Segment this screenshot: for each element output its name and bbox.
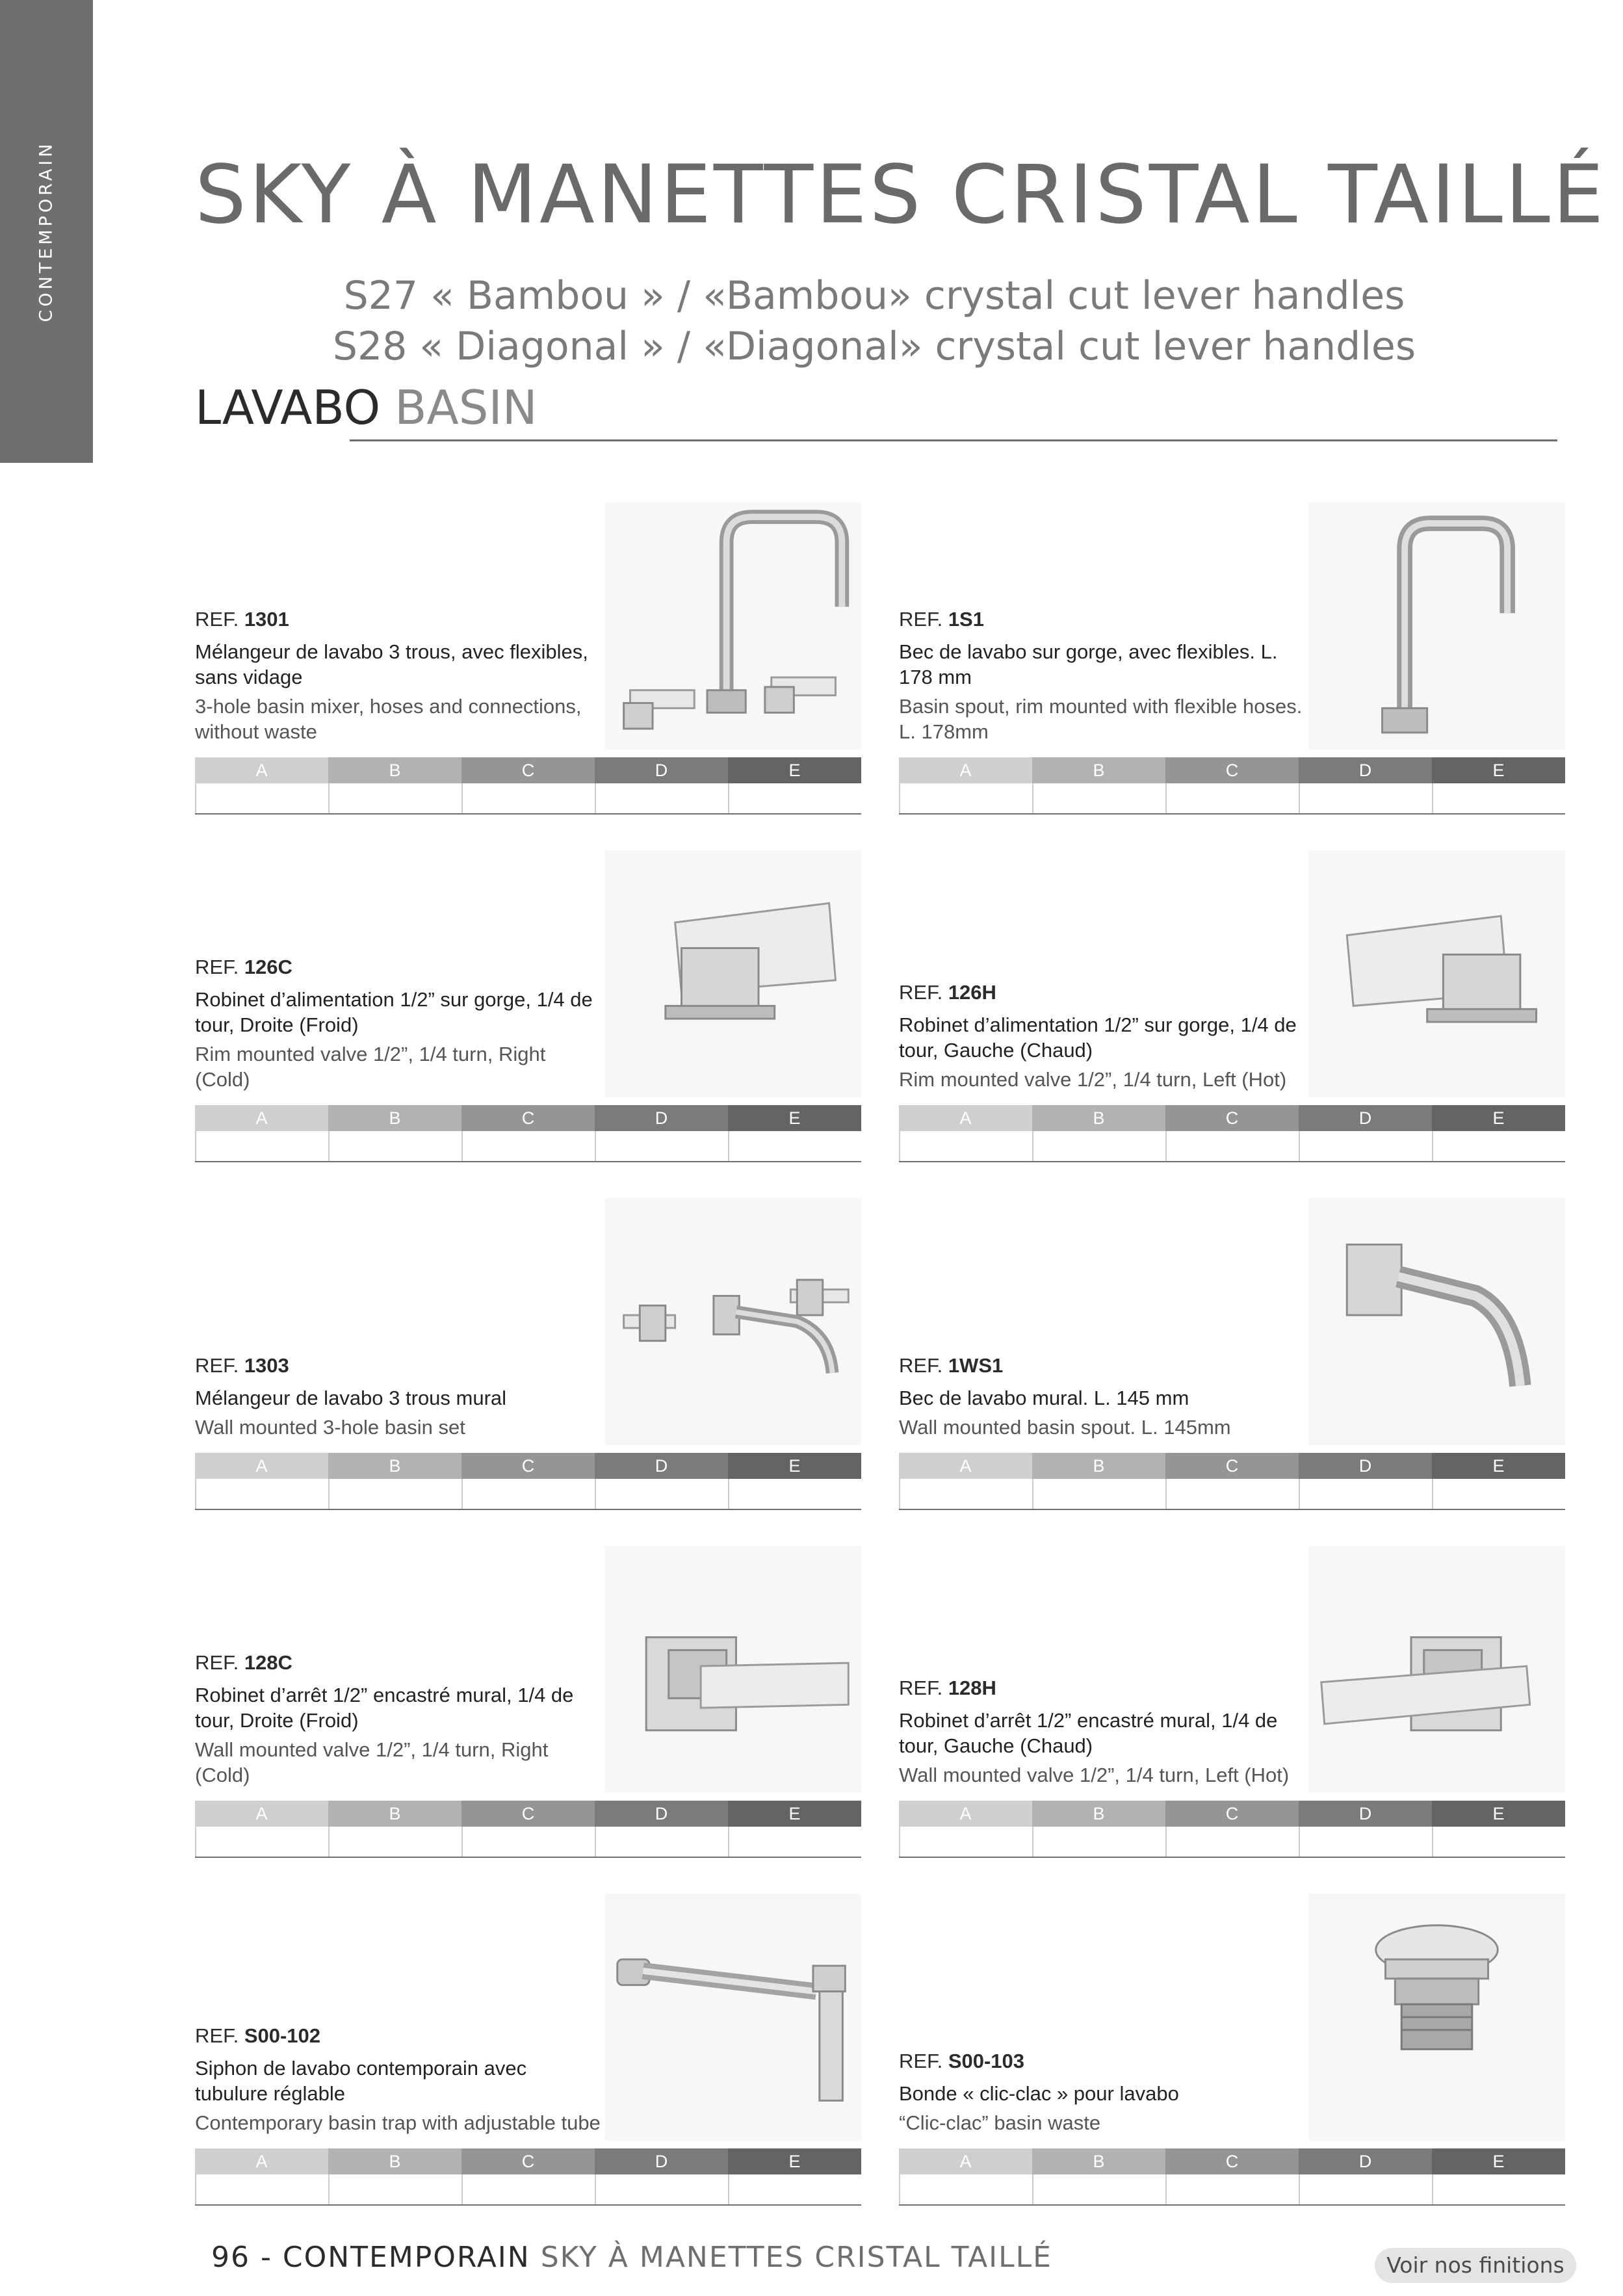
- finish-col-a: A: [899, 1801, 1032, 1827]
- finish-col-d: D: [595, 2148, 728, 2174]
- finish-cell: [728, 783, 861, 813]
- product-description-en: Contemporary basin trap with adjustable tube: [195, 2111, 601, 2134]
- finish-cell: [195, 783, 328, 813]
- finish-cell: [1165, 1827, 1299, 1857]
- finish-col-d: D: [1299, 1105, 1432, 1131]
- finish-cell: [728, 1827, 861, 1857]
- finish-cell: [195, 1827, 328, 1857]
- finish-col-c: C: [1165, 1801, 1299, 1827]
- finish-cell: [899, 1131, 1032, 1161]
- finish-col-b: B: [328, 1453, 461, 1479]
- finish-cell: [195, 1479, 328, 1509]
- finish-cell: [328, 783, 461, 813]
- finish-cell: [328, 1131, 461, 1161]
- product-card: [195, 850, 861, 1162]
- product-description-fr: Bec de lavabo mural. L. 145 mm: [899, 1387, 1189, 1409]
- finish-cell: [595, 783, 728, 813]
- finish-cell: [1432, 1131, 1565, 1161]
- clic-clac-waste-icon: [1308, 1894, 1565, 2141]
- finish-col-d: D: [1299, 757, 1432, 783]
- finish-col-c: C: [461, 2148, 595, 2174]
- finish-cell: [461, 783, 595, 813]
- finish-col-e: E: [1432, 1801, 1565, 1827]
- side-tab-label: CONTEMPORAIN: [36, 140, 57, 322]
- product-ref: REF. 1WS1: [899, 1354, 1004, 1377]
- finish-cell: [595, 1827, 728, 1857]
- finish-col-d: D: [595, 1105, 728, 1131]
- finish-col-d: D: [595, 757, 728, 783]
- side-tab: [0, 0, 93, 463]
- product-card: [899, 1546, 1565, 1858]
- product-ref: REF. 128H: [899, 1676, 996, 1699]
- basin-trap-icon: [604, 1894, 861, 2141]
- finish-col-c: C: [1165, 1453, 1299, 1479]
- finish-cell: [1165, 1131, 1299, 1161]
- finish-col-a: A: [195, 1801, 328, 1827]
- finish-cell: [328, 1479, 461, 1509]
- finish-cell: [461, 1827, 595, 1857]
- product-card: [195, 1198, 861, 1510]
- finish-cell: [1165, 1479, 1299, 1509]
- finish-cell: [595, 1479, 728, 1509]
- product-description-en: Rim mounted valve 1/2”, 1/4 turn, Left (Hot): [899, 1068, 1287, 1091]
- finish-cell: [328, 2174, 461, 2204]
- finish-cell: [1432, 1827, 1565, 1857]
- product-ref: REF. 1301: [195, 608, 289, 631]
- product-card: [899, 1198, 1565, 1510]
- finish-grid: [195, 1801, 861, 1858]
- finish-col-e: E: [728, 757, 861, 783]
- product-description-fr: Bonde « clic-clac » pour lavabo: [899, 2082, 1179, 2105]
- product-ref: REF. S00-103: [899, 2050, 1025, 2072]
- finish-cell: [328, 1827, 461, 1857]
- section-title-fr: LAVABO: [195, 380, 381, 435]
- finish-cell: [461, 2174, 595, 2204]
- finish-cell: [195, 2174, 328, 2204]
- finish-cell: [595, 2174, 728, 2204]
- product-description-fr: Robinet d’alimentation 1/2” sur gorge, 1/4 de tour, Droite (Froid): [195, 988, 593, 1036]
- finish-col-b: B: [328, 1801, 461, 1827]
- product-card: [899, 1894, 1565, 2206]
- finish-col-a: A: [195, 1453, 328, 1479]
- finish-col-e: E: [728, 1105, 861, 1131]
- product-description-en: Wall mounted valve 1/2”, 1/4 turn, Left (Hot): [899, 1764, 1290, 1786]
- finish-col-a: A: [195, 757, 328, 783]
- finish-grid: [899, 2148, 1565, 2206]
- finish-col-e: E: [1432, 1105, 1565, 1131]
- product-description-fr: Robinet d’arrêt 1/2” encastré mural, 1/4 de tour, Gauche (Chaud): [899, 1709, 1278, 1757]
- product-ref: REF. S00-102: [195, 2024, 321, 2047]
- product-description-fr: Siphon de lavabo contemporain avec tubulure réglable: [195, 2057, 527, 2105]
- finish-cell: [461, 1479, 595, 1509]
- product-ref: REF. 1303: [195, 1354, 289, 1377]
- product-card: [899, 850, 1565, 1162]
- finish-cell: [899, 1827, 1032, 1857]
- finish-cell: [195, 1131, 328, 1161]
- finish-cell: [899, 783, 1032, 813]
- product-ref: REF. 1S1: [899, 608, 984, 631]
- finish-col-b: B: [1032, 2148, 1165, 2174]
- finish-col-c: C: [461, 757, 595, 783]
- product-description-en: Wall mounted basin spout. L. 145mm: [899, 1416, 1231, 1439]
- product-description-fr: Mélangeur de lavabo 3 trous mural: [195, 1387, 507, 1409]
- product-ref: REF. 126H: [899, 981, 996, 1004]
- finish-col-d: D: [595, 1801, 728, 1827]
- finish-col-b: B: [1032, 757, 1165, 783]
- product-description-en: Wall mounted 3-hole basin set: [195, 1416, 465, 1439]
- finish-cell: [1032, 1479, 1165, 1509]
- finish-grid: [195, 2148, 861, 2206]
- finish-grid: [899, 1801, 1565, 1858]
- product-description-fr: Mélangeur de lavabo 3 trous, avec flexibles, sans vidage: [195, 640, 588, 688]
- finish-grid: [899, 1453, 1565, 1510]
- product-description-en: Basin spout, rim mounted with flexible hoses. L. 178mm: [899, 695, 1303, 743]
- product-description-en: 3-hole basin mixer, hoses and connections, without waste: [195, 695, 582, 743]
- finish-col-a: A: [195, 1105, 328, 1131]
- footer-page-number: 96 -: [211, 2241, 283, 2274]
- product-description-fr: Bec de lavabo sur gorge, avec flexibles. L. 178 mm: [899, 640, 1278, 688]
- footer-section: CONTEMPORAIN: [282, 2241, 530, 2274]
- wall-spout-icon: [1308, 1198, 1565, 1445]
- basin-mixer-3-hole-icon: [604, 502, 861, 750]
- section-heading: [195, 380, 538, 435]
- page-footer: [211, 2241, 1052, 2274]
- finish-grid: [195, 1105, 861, 1162]
- finish-cell: [1032, 1131, 1165, 1161]
- finish-col-a: A: [899, 2148, 1032, 2174]
- finish-cell: [1165, 783, 1299, 813]
- finish-col-c: C: [1165, 1105, 1299, 1131]
- finish-col-b: B: [328, 1105, 461, 1131]
- product-card: [195, 1546, 861, 1858]
- finish-cell: [1032, 1827, 1165, 1857]
- finish-cell: [1299, 783, 1432, 813]
- finish-col-e: E: [728, 1801, 861, 1827]
- page-title: SKY À MANETTES CRISTAL TAILLÉ: [195, 148, 1607, 242]
- finish-col-a: A: [899, 757, 1032, 783]
- finish-col-c: C: [461, 1453, 595, 1479]
- finish-col-b: B: [1032, 1105, 1165, 1131]
- finish-grid: [899, 757, 1565, 815]
- finish-grid: [195, 1453, 861, 1510]
- finish-cell: [1299, 1827, 1432, 1857]
- finish-grid: [195, 757, 861, 815]
- finish-cell: [461, 1131, 595, 1161]
- finish-col-d: D: [595, 1453, 728, 1479]
- footer-title: SKY À MANETTES CRISTAL TAILLÉ: [540, 2241, 1052, 2274]
- finish-cell: [1032, 2174, 1165, 2204]
- finish-cell: [1165, 2174, 1299, 2204]
- finish-col-c: C: [461, 1105, 595, 1131]
- finish-cell: [1432, 2174, 1565, 2204]
- rim-valve-left-icon: [1308, 850, 1565, 1097]
- wall-basin-set-icon: [604, 1198, 861, 1445]
- product-ref: REF. 126C: [195, 956, 292, 978]
- finish-col-c: C: [1165, 757, 1299, 783]
- finish-col-b: B: [1032, 1453, 1165, 1479]
- wall-valve-left-icon: [1308, 1546, 1565, 1793]
- finish-cell: [1432, 783, 1565, 813]
- basin-spout-icon: [1308, 502, 1565, 750]
- product-ref: REF. 128C: [195, 1651, 292, 1674]
- finish-col-d: D: [1299, 1801, 1432, 1827]
- finish-cell: [1432, 1479, 1565, 1509]
- finish-col-e: E: [728, 2148, 861, 2174]
- subtitle-s28: S28 « Diagonal » / «Diagonal» crystal cut lever handles: [332, 324, 1416, 369]
- finish-cell: [1032, 783, 1165, 813]
- finish-cell: [728, 1131, 861, 1161]
- finish-col-a: A: [899, 1105, 1032, 1131]
- finish-col-a: A: [195, 2148, 328, 2174]
- product-description-en: “Clic-clac” basin waste: [899, 2111, 1101, 2134]
- section-divider: [350, 439, 1557, 441]
- finish-col-b: B: [1032, 1801, 1165, 1827]
- finish-col-b: B: [328, 757, 461, 783]
- finish-col-c: C: [461, 1801, 595, 1827]
- product-card: [195, 1894, 861, 2206]
- product-description-en: Rim mounted valve 1/2”, 1/4 turn, Right (Cold): [195, 1043, 546, 1091]
- wall-valve-right-icon: [604, 1546, 861, 1793]
- product-card: [899, 502, 1565, 815]
- subtitle-s27: S27 « Bambou » / «Bambou» crystal cut lever handles: [343, 273, 1405, 319]
- rim-valve-right-icon: [604, 850, 861, 1097]
- finish-col-c: C: [1165, 2148, 1299, 2174]
- finish-cell: [1299, 2174, 1432, 2204]
- finish-col-e: E: [1432, 757, 1565, 783]
- finish-grid: [899, 1105, 1565, 1162]
- finish-col-b: B: [328, 2148, 461, 2174]
- finish-col-e: E: [1432, 2148, 1565, 2174]
- finish-col-d: D: [1299, 1453, 1432, 1479]
- finish-cell: [1299, 1131, 1432, 1161]
- see-finishes-button[interactable]: Voir nos finitions: [1375, 2248, 1576, 2283]
- finish-cell: [728, 1479, 861, 1509]
- finish-col-a: A: [899, 1453, 1032, 1479]
- finish-cell: [595, 1131, 728, 1161]
- finish-cell: [728, 2174, 861, 2204]
- finish-cell: [899, 1479, 1032, 1509]
- finish-col-d: D: [1299, 2148, 1432, 2174]
- finish-cell: [899, 2174, 1032, 2204]
- product-description-fr: Robinet d’arrêt 1/2” encastré mural, 1/4 de tour, Droite (Froid): [195, 1684, 574, 1732]
- finish-cell: [1299, 1479, 1432, 1509]
- finish-col-e: E: [1432, 1453, 1565, 1479]
- product-description-en: Wall mounted valve 1/2”, 1/4 turn, Right (Cold): [195, 1738, 549, 1786]
- section-title-en: BASIN: [395, 380, 538, 435]
- product-description-fr: Robinet d’alimentation 1/2” sur gorge, 1/4 de tour, Gauche (Chaud): [899, 1013, 1297, 1062]
- product-card: [195, 502, 861, 815]
- finish-col-e: E: [728, 1453, 861, 1479]
